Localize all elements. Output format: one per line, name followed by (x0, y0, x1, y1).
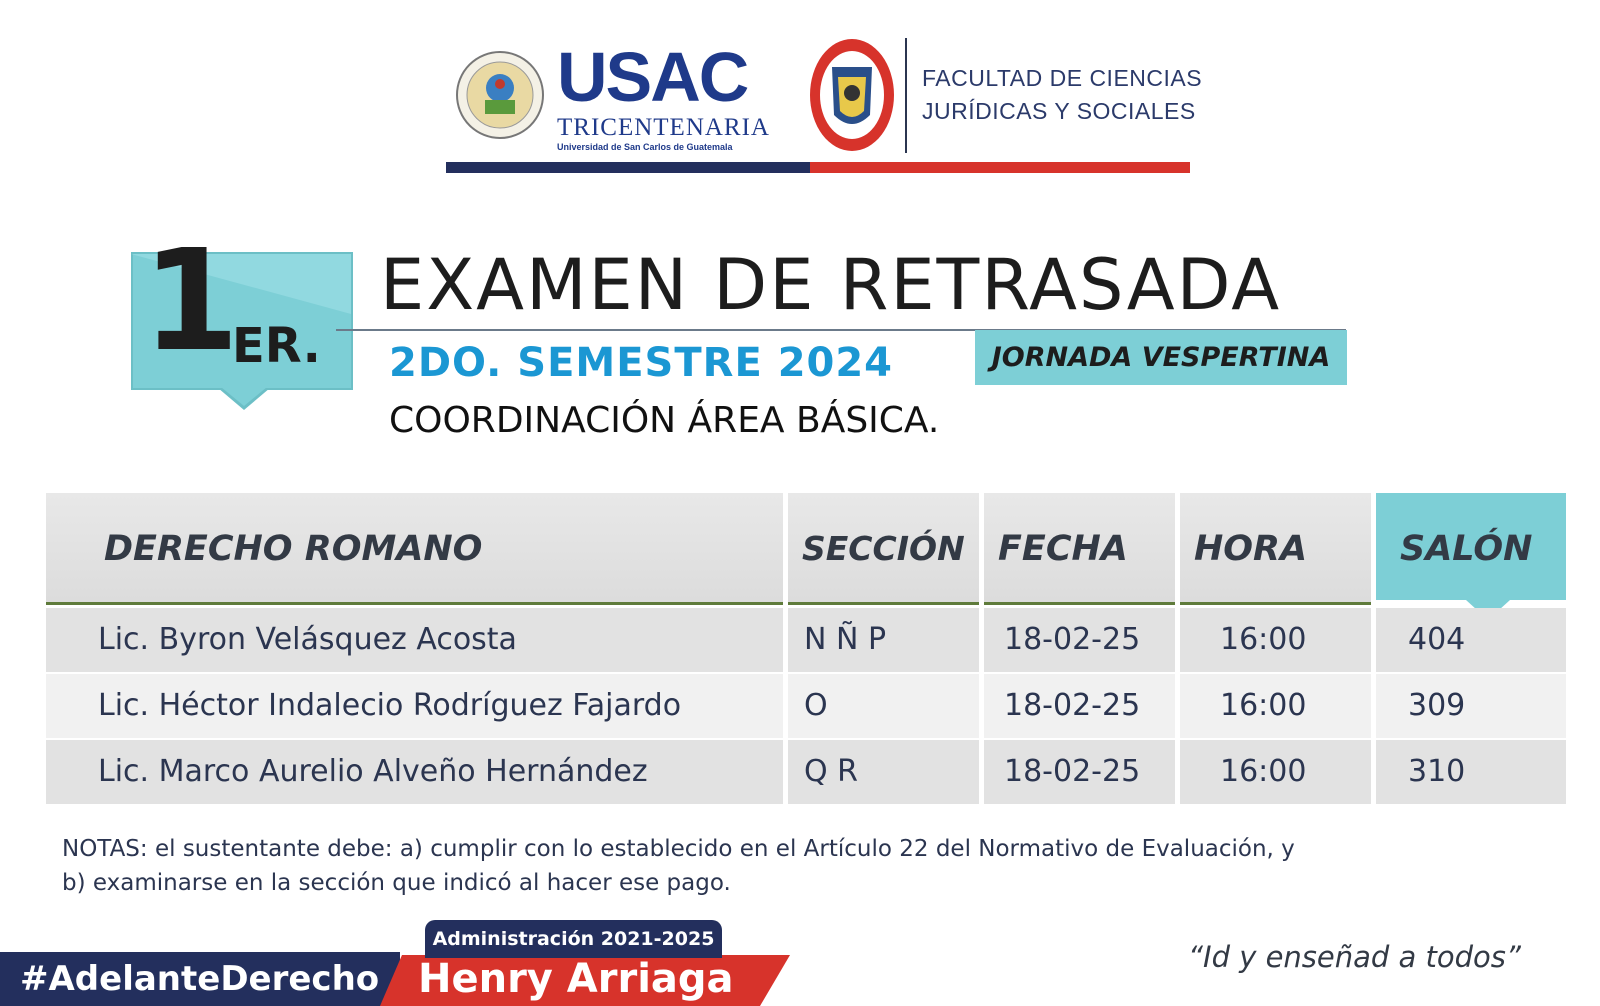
header-room: SALÓN (1376, 493, 1566, 600)
usac-wordmark (557, 38, 770, 152)
time-cell: 16:00 (1180, 740, 1371, 804)
header-section: SECCIÓN (788, 493, 979, 605)
date-cell: 18-02-25 (984, 740, 1175, 804)
notes-line1: NOTAS: el sustentante debe: a) cumplir con lo establecido en el Artículo 22 del Normativo de Evaluación, y (62, 836, 1295, 862)
section-cell: Q R (788, 740, 979, 804)
date-cell: 18-02-25 (984, 608, 1175, 672)
page-title: EXAMEN DE RETRASADA (380, 244, 1282, 326)
room-cell: 309 (1376, 674, 1566, 738)
room-cell: 310 (1376, 740, 1566, 804)
hashtag-text: #AdelanteDerecho (20, 959, 380, 999)
notes-line2: b) examinarse en la sección que indicó al hacer ese pago. (62, 870, 731, 896)
section-cell: N Ñ P (788, 608, 979, 672)
notes (62, 832, 1522, 900)
badge-number: 1 (142, 220, 236, 383)
shift-label: JORNADA VESPERTINA (975, 330, 1347, 385)
faculty-name-line2: JURÍDICAS Y SOCIALES (922, 98, 1196, 124)
time-cell: 16:00 (1180, 674, 1371, 738)
teacher-cell: Lic. Héctor Indalecio Rodríguez Fajardo (46, 674, 783, 738)
faculty-shield-logo (808, 37, 896, 154)
administrator-name: Henry Arriaga (418, 956, 734, 1002)
room-cell: 404 (1376, 608, 1566, 672)
teacher-cell: Lic. Byron Velásquez Acosta (46, 608, 783, 672)
faculty-name-line1: FACULTAD DE CIENCIAS (922, 65, 1203, 91)
badge-pointer (218, 388, 270, 410)
date-cell: 18-02-25 (984, 674, 1175, 738)
faculty-name (922, 62, 1202, 128)
section-cell: O (788, 674, 979, 738)
time-cell: 16:00 (1180, 608, 1371, 672)
university-name: Universidad de San Carlos de Guatemala (557, 142, 733, 152)
usac-seal-logo (455, 50, 545, 140)
coordination-label: COORDINACIÓN ÁREA BÁSICA. (389, 400, 940, 441)
motto: “Id y enseñad a todos” (1188, 940, 1521, 974)
header-date: FECHA (984, 493, 1175, 605)
usac-title: USAC (557, 38, 748, 116)
badge-suffix: ER. (232, 318, 321, 374)
header-divider (905, 38, 907, 153)
semester-label: 2DO. SEMESTRE 2024 (389, 340, 894, 386)
usac-subtitle: TRICENTENARIA (557, 114, 770, 141)
header-bar-red (810, 162, 1190, 173)
header-time: HORA (1180, 493, 1371, 605)
administration-tab: Administración 2021-2025 (425, 920, 722, 958)
header-bar-navy (446, 162, 810, 173)
teacher-cell: Lic. Marco Aurelio Alveño Hernández (46, 740, 783, 804)
header-course: DERECHO ROMANO (46, 493, 783, 605)
